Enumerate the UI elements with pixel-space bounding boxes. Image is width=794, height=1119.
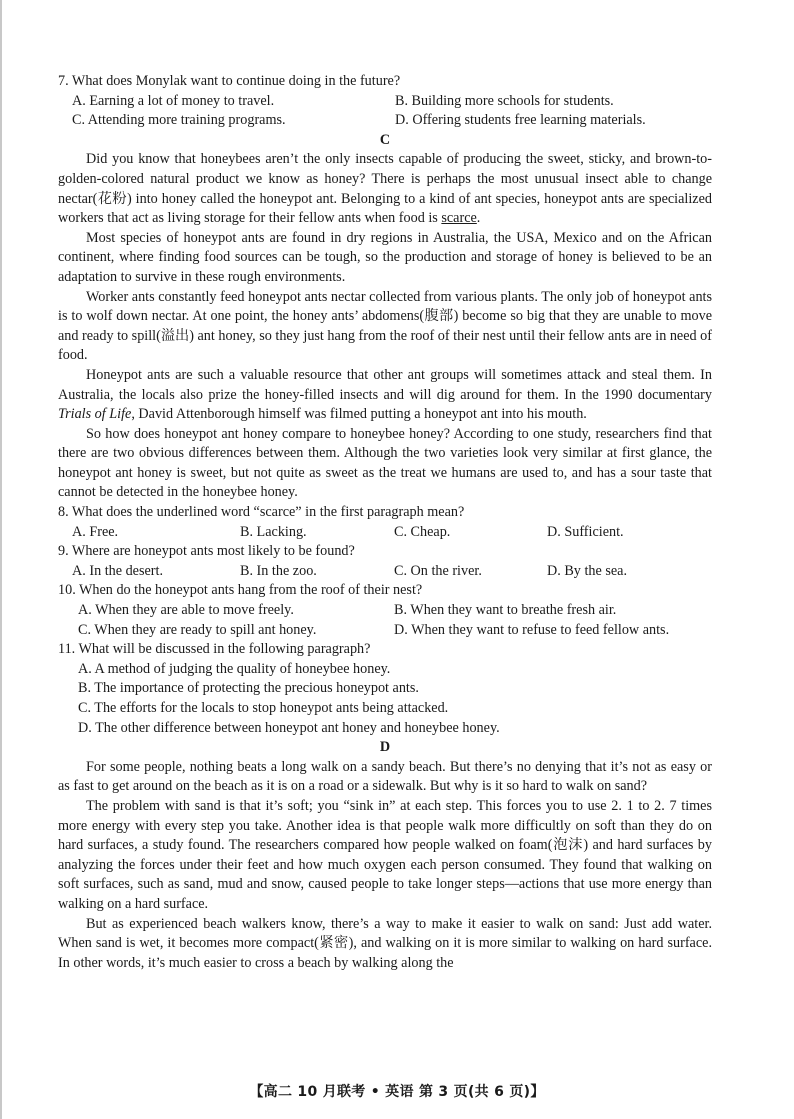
option-a: A. When they are able to move freely. bbox=[78, 602, 294, 619]
option-c: C. Cheap. bbox=[394, 523, 451, 540]
option-b: B. When they want to breathe fresh air. bbox=[394, 602, 617, 619]
question-10-options bbox=[58, 601, 712, 640]
question-10: 10. When do the honeypot ants hang from the roof of their nest? bbox=[58, 582, 423, 599]
passage-d-paragraph-1: For some people, nothing beats a long walk on a sandy beach. But there’s no denying that it’s not as easy or as fast to get around on the beach as it is on a road or a sidewalk. But why is it so hard to walk on sand? bbox=[58, 758, 712, 795]
passage-d-paragraph-2: The problem with sand is that it’s soft; you “sink in” at each step. This forces you to use 2. 1 to 2. 7 times more energy with every step you take. Another idea is that people walk more difficultly on soft than they do on hard surfaces, a study found. The researchers compared how people walked on foam(泡沫) and hard surfaces by analyzing the forces under their feet and how much oxygen each person consumed. They found that walking on soft surfaces, such as sand, mud and snow, caused people to take longer steps—actions that use more energy than walking on a hard surface. bbox=[58, 797, 712, 912]
passage-c-paragraph-4 bbox=[58, 366, 712, 425]
option-b: B. Lacking. bbox=[240, 523, 307, 540]
option-c: C. The efforts for the locals to stop honeypot ants being attacked. bbox=[78, 700, 449, 716]
section-c-heading: C bbox=[379, 131, 391, 148]
question-11: 11. What will be discussed in the following paragraph? bbox=[58, 641, 371, 658]
option-d: D. By the sea. bbox=[547, 562, 627, 579]
question-9-options bbox=[58, 562, 712, 582]
option-a: A. A method of judging the quality of honeybee honey. bbox=[78, 660, 391, 677]
option-d: D. Offering students free learning materials. bbox=[395, 112, 646, 129]
option-b: B. In the zoo. bbox=[240, 562, 317, 579]
option-d: D. The other difference between honeypot ant honey and honeybee honey. bbox=[78, 719, 500, 736]
scan-edge bbox=[0, 0, 2, 1119]
passage-c-paragraph-1 bbox=[58, 150, 712, 228]
option-c: C. When they are ready to spill ant honey. bbox=[78, 621, 317, 638]
documentary-title: Trials of Life bbox=[58, 406, 132, 423]
underlined-word: scarce bbox=[441, 210, 477, 227]
passage-d-paragraph-3: But as experienced beach walkers know, there’s a way to make it easier to walk on sand: Just add water. When sand is wet, it becomes more compact(紧密), and walking on it is more similar to walking on hard surface. In other words, it’s much easier to cross a beach by walking along the bbox=[58, 915, 712, 971]
question-11-options bbox=[58, 660, 712, 738]
question-7-options bbox=[58, 92, 712, 131]
option-c: C. On the river. bbox=[394, 562, 482, 579]
question-8: 8. What does the underlined word “scarce” in the first paragraph mean? bbox=[58, 504, 465, 521]
option-a: A. Free. bbox=[72, 523, 119, 540]
option-b: B. Building more schools for students. bbox=[395, 92, 614, 109]
page-content bbox=[58, 72, 712, 973]
question-8-options bbox=[58, 523, 712, 543]
text: Did you know that honeybees aren’t the only insects capable of producing the sweet, sticky, and brown-to-golden-colored natural product we know as honey? There is perhaps the most unusual insect able to change nectar(花粉) into honey called the honeypot ant. Belonging to a kind of ant species, honeypot ants are specialized workers that act as living storage for their fellow ants when food is bbox=[58, 151, 712, 227]
passage-c-paragraph-3: Worker ants constantly feed honeypot ants nectar collected from various plants. The only job of honeypot ants is to wolf down nectar. At one point, the honey ants’ abdomens(腹部) become so big that they are unable to move and ready to spill(溢出) ant honey, so they just hang from the roof of their nest until their fellow ants are in need of food. bbox=[58, 288, 712, 364]
option-c: C. Attending more training programs. bbox=[72, 112, 286, 129]
page-footer: 【高二 10 月联考 • 英语 第 3 页(共 6 页)】 bbox=[249, 1084, 545, 1100]
text: , David Attenborough himself was filmed putting a honeypot ant into his mouth. bbox=[131, 406, 587, 423]
question-7: 7. What does Monylak want to continue doing in the future? bbox=[58, 73, 401, 89]
text: . bbox=[476, 210, 481, 227]
passage-c-paragraph-5: So how does honeypot ant honey compare to honeybee honey? According to one study, researchers find that there are two obvious differences between them. Although the two varieties look very similar at first glance, the honeypot ant honey is sweet, but not quite as sweet as the treat we humans are used to, and has a sour taste that cannot be detected in the honeybee honey. bbox=[58, 425, 712, 501]
question-9: 9. Where are honeypot ants most likely to be found? bbox=[58, 543, 355, 560]
option-a: A. Earning a lot of money to travel. bbox=[72, 92, 275, 109]
option-d: D. Sufficient. bbox=[547, 523, 624, 540]
passage-c-paragraph-2: Most species of honeypot ants are found in dry regions in Australia, the USA, Mexico and on the African continent, where finding food sources can be tough, so the production and storage of honey is believed to be an adaptation to survive in these rough environments. bbox=[58, 229, 712, 285]
option-a: A. In the desert. bbox=[72, 562, 164, 579]
option-d: D. When they want to refuse to feed fellow ants. bbox=[394, 621, 670, 638]
option-b: B. The importance of protecting the precious honeypot ants. bbox=[78, 680, 419, 697]
section-d-heading: D bbox=[379, 739, 391, 756]
text: Honeypot ants are such a valuable resource that other ant groups will sometimes attack and steal them. In Australia, the locals also prize the honey-filled insects and will dig around for them. In the 1990 documentary bbox=[58, 366, 712, 403]
